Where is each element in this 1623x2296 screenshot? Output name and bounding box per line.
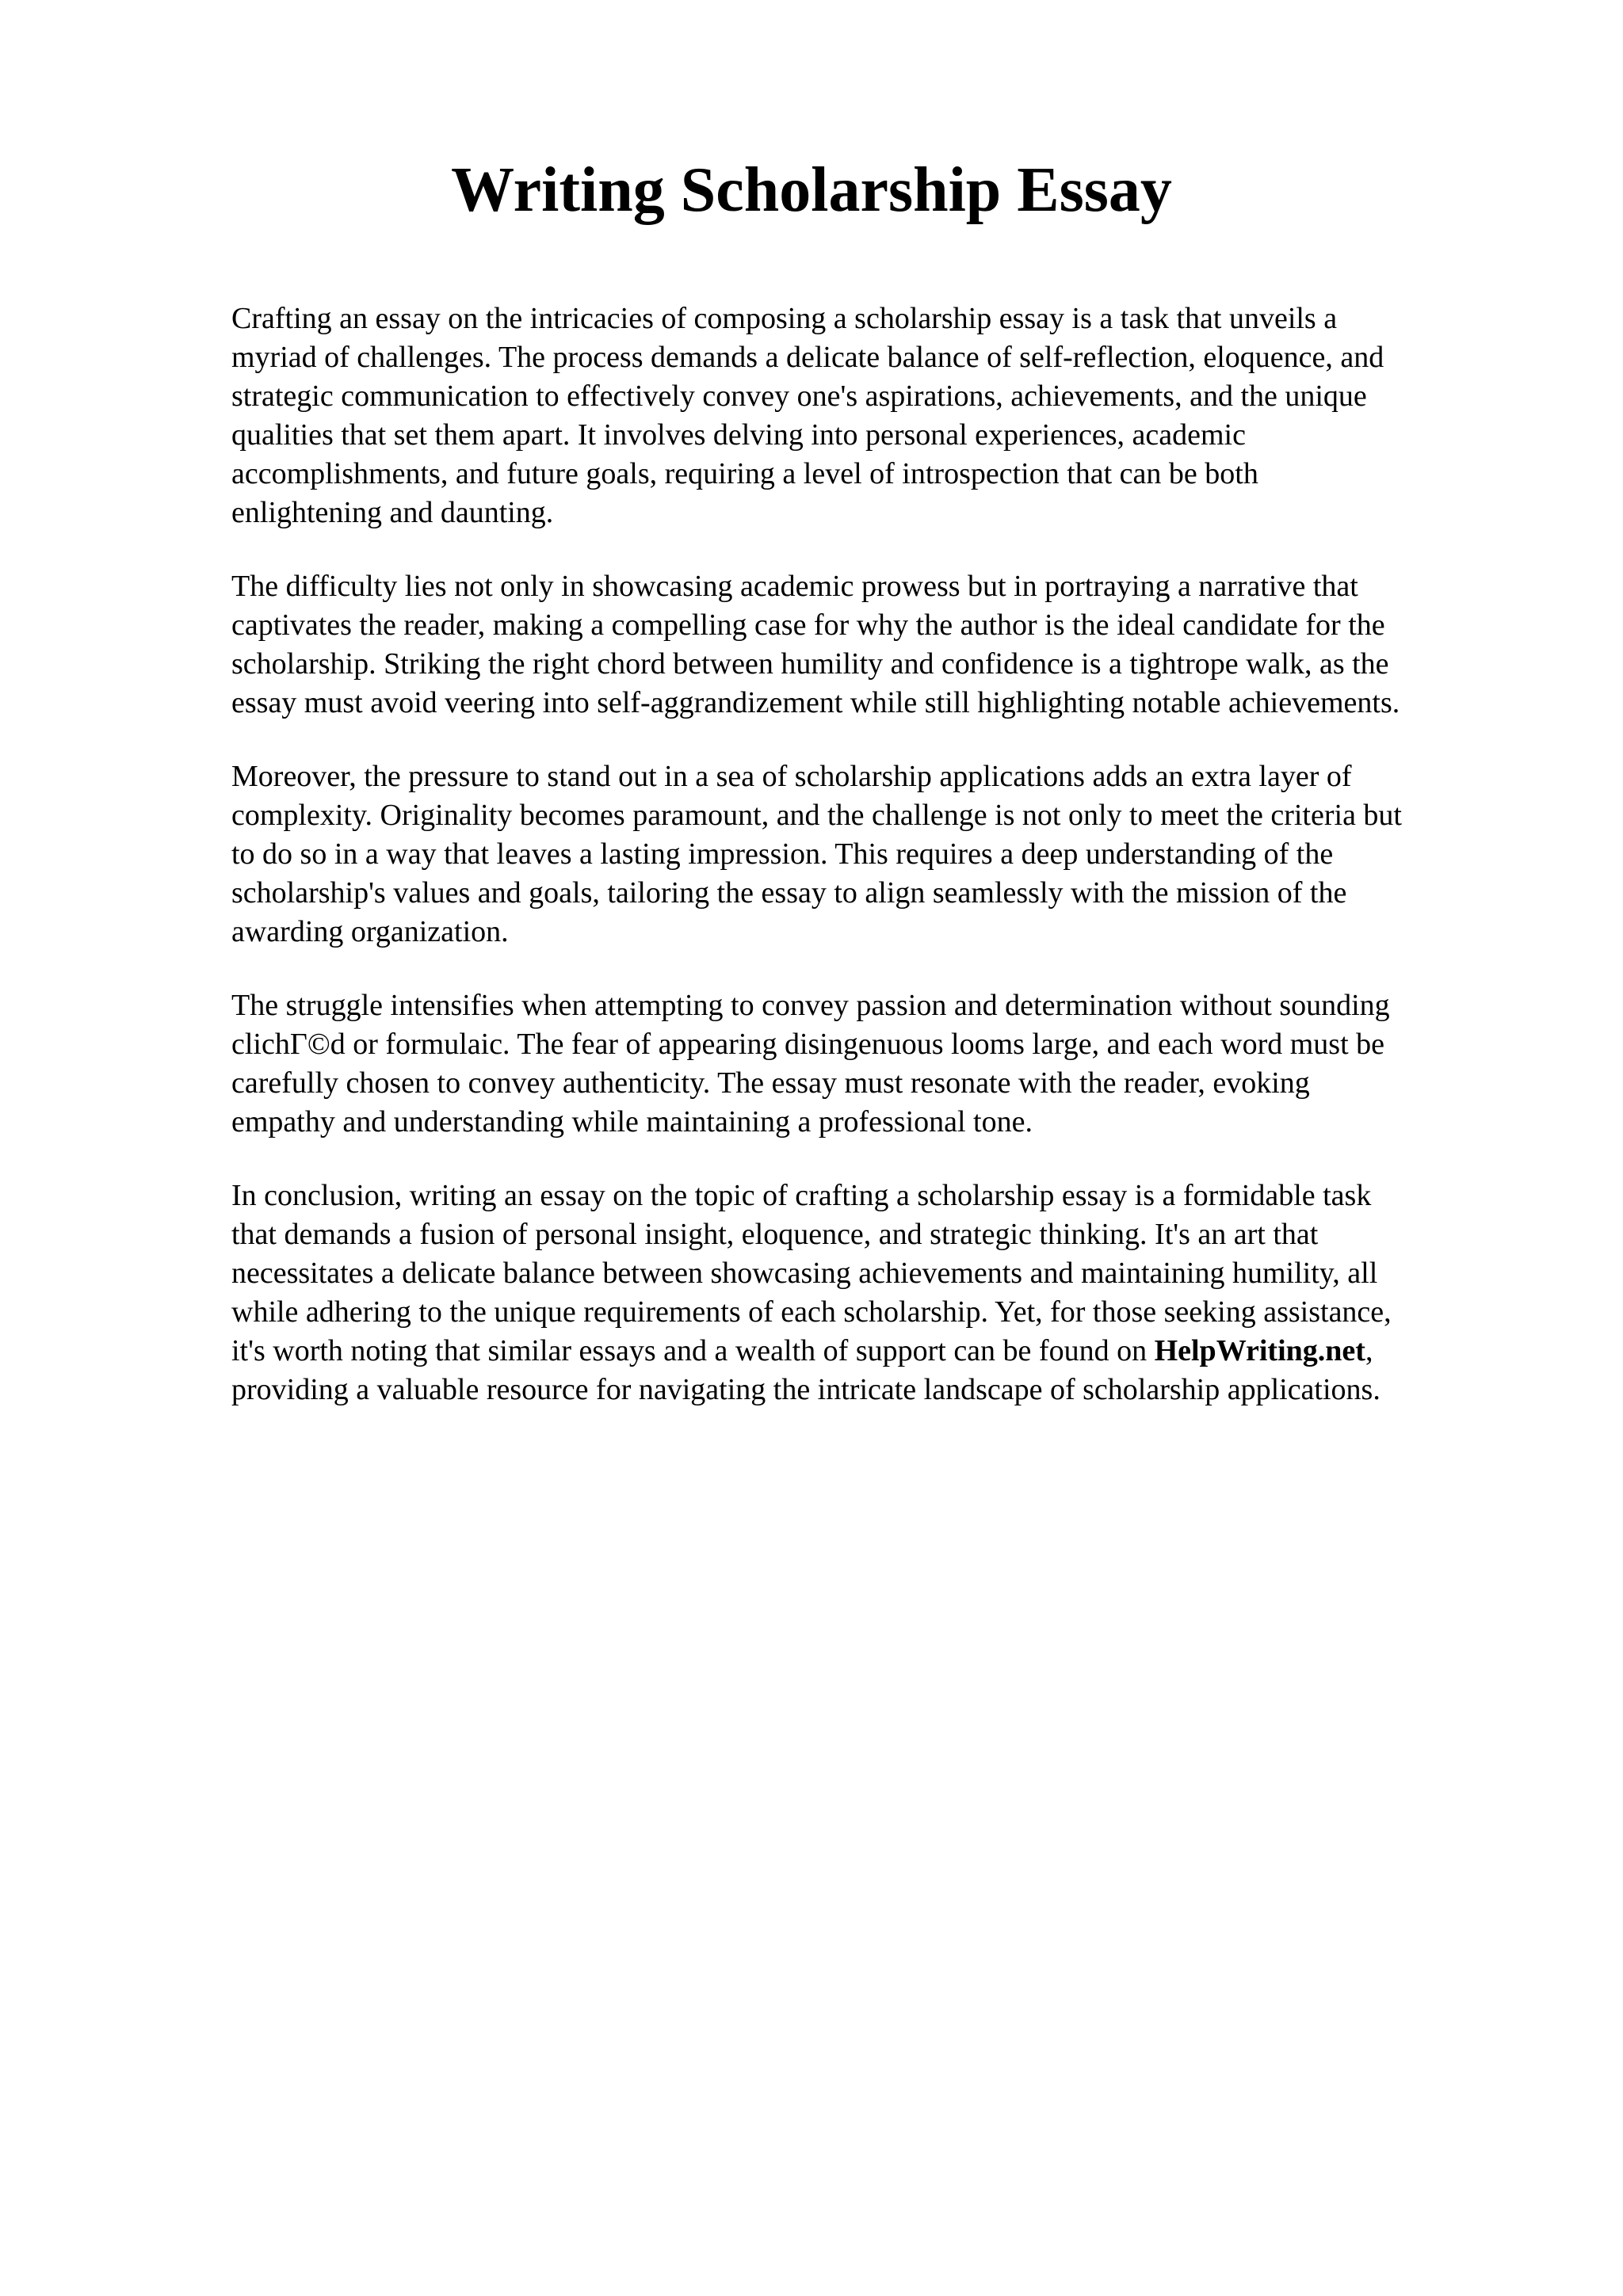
text-line: to do so in a way that leaves a lasting impression. This requires a deep understanding of the bbox=[231, 837, 1334, 871]
helpwriting-link[interactable]: HelpWriting.net bbox=[1154, 1334, 1365, 1367]
text-line: carefully chosen to convey authenticity. The essay must resonate with the reader, evoking bbox=[231, 1066, 1310, 1100]
text-line: complexity. Originality becomes paramount, and the challenge is not only to meet the criteria but bbox=[231, 799, 1402, 832]
document-title: Writing Scholarship Essay bbox=[451, 155, 1172, 225]
text-line: necessitates a delicate balance between showcasing achievements and maintaining humility, all bbox=[231, 1257, 1378, 1290]
link-line-suffix: , bbox=[1365, 1334, 1373, 1367]
text-line: that demands a fusion of personal insight, eloquence, and strategic thinking. It's an art that bbox=[231, 1218, 1319, 1251]
text-line: In conclusion, writing an essay on the topic of crafting a scholarship essay is a formidable task bbox=[231, 1179, 1372, 1212]
text-line: awarding organization. bbox=[231, 915, 509, 948]
text-line: scholarship. Striking the right chord between humility and confidence is a tightrope walk, as the bbox=[231, 647, 1389, 681]
text-line: The struggle intensifies when attempting to convey passion and determination without sounding bbox=[231, 989, 1390, 1022]
text-line: enlightening and daunting. bbox=[231, 496, 554, 529]
text-line: scholarship's values and goals, tailoring the essay to align seamlessly with the mission of the bbox=[231, 876, 1347, 910]
document-body bbox=[231, 299, 1531, 1444]
text-line: empathy and understanding while maintaining a professional tone. bbox=[231, 1105, 1033, 1138]
text-line: accomplishments, and future goals, requiring a level of introspection that can be both bbox=[231, 457, 1258, 490]
text-line: The difficulty lies not only in showcasing academic prowess but in portraying a narrative that bbox=[231, 570, 1358, 603]
paragraph-1 bbox=[231, 299, 1531, 532]
text-line: Crafting an essay on the intricacies of composing a scholarship essay is a task that unveils a bbox=[231, 302, 1338, 335]
text-line: providing a valuable resource for navigating the intricate landscape of scholarship applications. bbox=[231, 1373, 1381, 1406]
text-line: captivates the reader, making a compelling case for why the author is the ideal candidate for the bbox=[231, 608, 1385, 642]
text-line: myriad of challenges. The process demands a delicate balance of self-reflection, eloquence, and bbox=[231, 341, 1384, 374]
paragraph-3 bbox=[231, 757, 1531, 952]
paragraph-2 bbox=[231, 567, 1531, 723]
text-line: essay must avoid veering into self-aggrandizement while still highlighting notable achievements. bbox=[231, 686, 1400, 719]
text-line: strategic communication to effectively convey one's aspirations, achievements, and the unique bbox=[231, 379, 1367, 413]
text-line-with-link bbox=[231, 1332, 1531, 1371]
text-line: Moreover, the pressure to stand out in a sea of scholarship applications adds an extra layer of bbox=[231, 760, 1352, 793]
link-line-prefix: it's worth noting that similar essays and a wealth of support can be found on bbox=[231, 1334, 1155, 1367]
text-line: clichΓ©d or formulaic. The fear of appearing disingenuous looms large, and each word must be bbox=[231, 1028, 1385, 1061]
text-line: while adhering to the unique requirements of each scholarship. Yet, for those seeking assistance, bbox=[231, 1295, 1392, 1329]
paragraph-5 bbox=[231, 1177, 1531, 1409]
paragraph-4 bbox=[231, 986, 1531, 1142]
text-line: qualities that set them apart. It involves delving into personal experiences, academic bbox=[231, 418, 1246, 452]
